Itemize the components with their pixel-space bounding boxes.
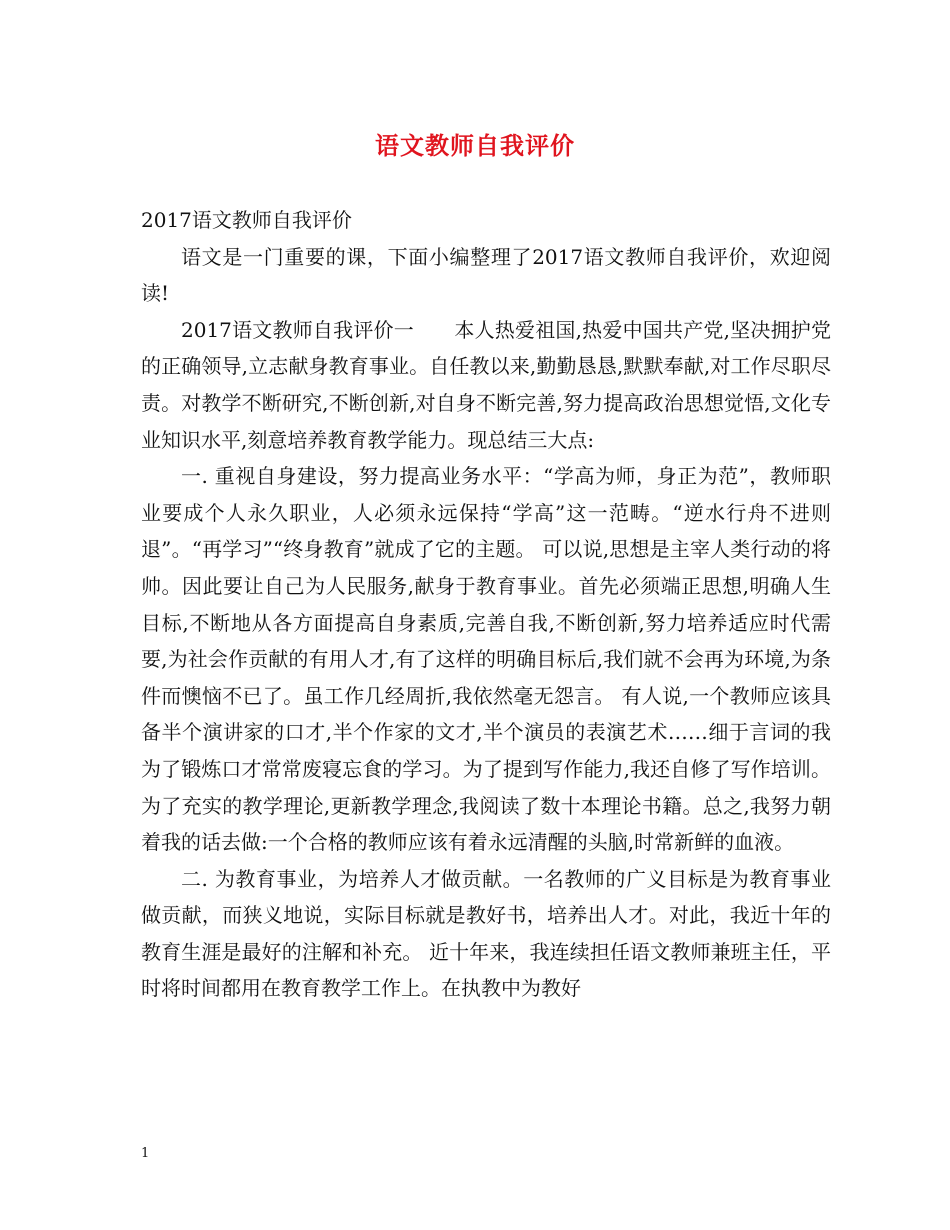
document-body (141, 202, 831, 1007)
body-paragraph-3: 二. 为教育事业，为培养人才做贡献。一名教师的广义目标是为教育事业做贡献，而狭义地说，实际目标就是教好书，培养出人才。对此，我近十年的教育生涯是最好的注解和补充。 近十年来，我连续担任语文教师兼班主任，平时将时间都用在教育教学工作上。在执教中为教好 (141, 866, 831, 1001)
body-paragraph-1: 2017语文教师自我评价一 本人热爱祖国,热爱中国共产党,坚决拥护党的正确领导,立志献身教育事业。自任教以来,勤勤恳恳,默默奉献,对工作尽职尽责。对教学不断研究,不断创新,对自身不断完善,努力提高政治思想觉悟,文化专业知识水平,刻意培养教育教学能力。现总结三大点: (141, 317, 831, 452)
intro-paragraph: 语文是一门重要的课，下面小编整理了2017语文教师自我评价，欢迎阅读! (141, 244, 831, 306)
page-number: 1 (141, 1146, 150, 1161)
document-subtitle: 2017语文教师自我评价 (141, 208, 352, 232)
document-title: 语文教师自我评价 (375, 131, 575, 160)
body-paragraph-2: 一. 重视自身建设，努力提高业务水平：“学高为师，身正为范”，教师职业要成个人永久职业，人必须永远保持“学高”这一范畴。“逆水行舟不进则退”。“再学习”“终身教育”就成了它的主题。 可以说,思想是主宰人类行动的将帅。因此要让自己为人民服务,献身于教育事业。首先必须端正思想,明确人生目标,不断地从各方面提高自身素质,完善自我,不断创新,努力培养适应时代需要,为社会作贡献的有用人才,有了这样的明确目标后,我们就不会再为环境,为条件而懊恼不已了。虽工作几经周折,我依然毫无怨言。 有人说,一个教师应该具备半个演讲家的口才,半个作家的文才,半个演员的表演艺术……细于言词的我为了锻炼口才常常废寝忘食的学习。为了提到写作能力,我还自修了写作培训。为了充实的教学理论,更新教学理念,我阅读了数十本理论书籍。总之,我努力朝着我的话去做:一个合格的教师应该有着永远清醒的头脑,时常新鲜的血液。 (141, 464, 831, 855)
